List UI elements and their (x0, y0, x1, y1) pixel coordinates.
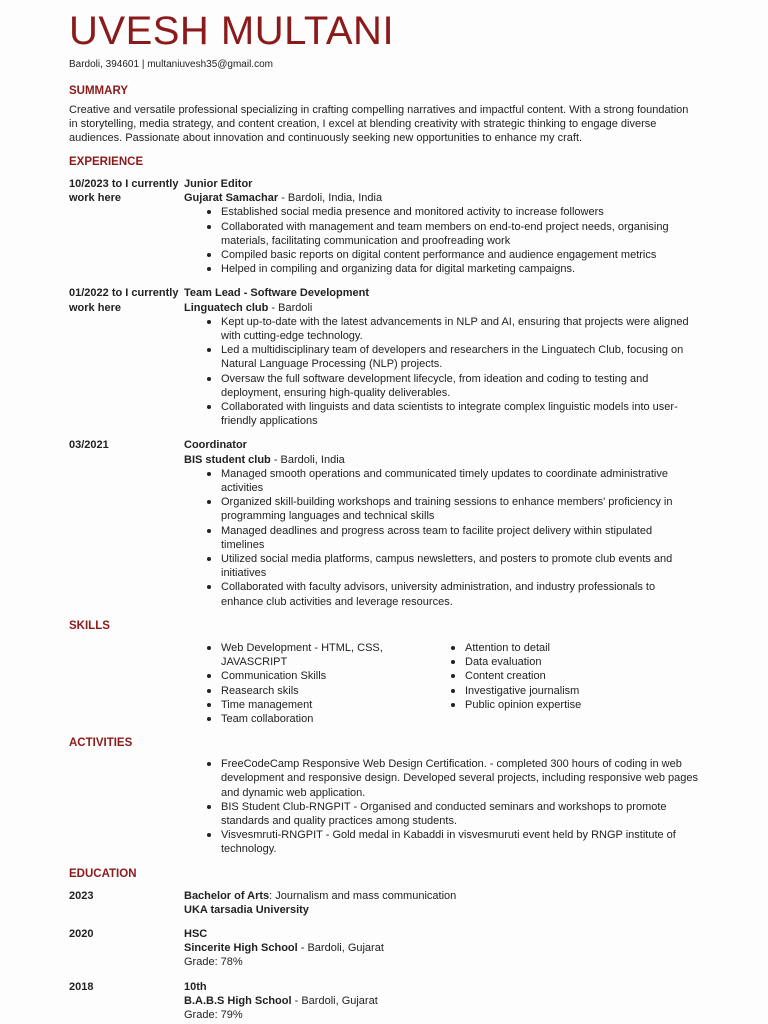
employer-location: - Bardoli, India (270, 453, 345, 466)
experience-bullet: Established social media presence and monitored activity to increase followers (221, 205, 698, 219)
summary-text: Creative and versatile professional specializing in crafting compelling narratives and impactful content. With a strong foundation in storytelling, media strategy, and content creation, I excel at blending creativity with strategic thinking to engage diverse audiences. Passionate about innovation and continuously seeking new opportunities to enhance my craft. (69, 104, 689, 144)
skills-heading: SKILLS (69, 619, 110, 632)
experience-bullet: Managed smooth operations and communicated timely updates to coordinate administrative activities (221, 467, 698, 495)
experience-bullet: Oversaw the full software development lifecycle, from ideation and coding to testing and deployment, ensuring high-quality deliverables. (221, 372, 698, 400)
grade: Grade: 78% (184, 956, 243, 969)
employer-line (184, 453, 698, 467)
experience-bullet: Compiled basic reports on digital content performance and audience engagement metrics (221, 248, 698, 262)
candidate-name: UVESH MULTANI (69, 9, 395, 53)
experience-bullet: Utilized social media platforms, campus newsletters, and posters to promote club events and initiatives (221, 552, 698, 580)
skill-item: Data evaluation (465, 655, 698, 669)
school-name: Sincerite High School (184, 942, 298, 955)
employer-location: - Bardoli (268, 301, 313, 314)
activities-heading: ACTIVITIES (69, 737, 133, 750)
experience-bullet: Organized skill-building workshops and training sessions to enhance members' proficiency in programming languages and technical skills (221, 495, 698, 523)
experience-heading: EXPERIENCE (69, 156, 144, 168)
experience-bullets (184, 315, 698, 429)
school-name: B.A.B.S High School (184, 994, 292, 1007)
education-section (69, 867, 698, 1023)
skills-column-left (184, 641, 441, 726)
skill-item: Investigative journalism (465, 684, 698, 698)
experience-entry (69, 438, 698, 608)
employer-name: BIS student club (184, 453, 271, 466)
job-title: Coordinator (184, 439, 247, 452)
experience-bullet: Led a multidisciplinary team of developers and researchers in the Linguatech Club, focusing on Natural Language Processing (NLP) projects. (221, 343, 698, 371)
education-body (184, 927, 384, 970)
skill-item: Communication Skills (221, 669, 441, 683)
employer-line (184, 191, 698, 205)
experience-bullet: Helped in compiling and organizing data for digital marketing campaigns. (221, 262, 698, 276)
summary-heading: SUMMARY (69, 85, 128, 97)
school-line (184, 903, 456, 917)
activities-bullets (184, 757, 698, 856)
skill-item: Public opinion expertise (465, 698, 698, 712)
experience-bullet: Collaborated with faculty advisors, university administration, and industry professionals to enhance club activities and leverage resources. (221, 580, 698, 608)
experience-date: 03/2021 (69, 439, 109, 452)
experience-body (184, 177, 698, 276)
degree-name: 10th (184, 980, 207, 993)
education-year: 2023 (69, 889, 94, 902)
skills-list-left (184, 641, 441, 726)
experience-body (184, 286, 698, 428)
skill-item: Content creation (465, 669, 698, 683)
skill-item: Web Development - HTML, CSS, JAVASCRIPT (221, 641, 441, 669)
activity-item: Visvesmruti-RNGPIT - Gold medal in Kabaddi in visvesmuruti event held by RNGP institute of technology. (221, 828, 698, 856)
school-location: - Bardoli, Gujarat (297, 942, 384, 955)
skills-list-right (441, 641, 698, 712)
employer-name: Gujarat Samachar (184, 192, 279, 205)
experience-bullet: Managed deadlines and progress across team to facilite project delivery within stipulated timelines (221, 524, 698, 552)
experience-bullet: Collaborated with management and team members on end-to-end project needs, organising materials, facilitating communication and proofreading work (221, 220, 698, 248)
degree-line (184, 927, 384, 941)
school-line (184, 994, 378, 1008)
skill-item: Time management (221, 698, 441, 712)
experience-entry (69, 286, 698, 428)
job-title: Team Lead - Software Development (184, 287, 370, 300)
contact-info: Bardoli, 394601 | multaniuvesh35@gmail.com (69, 59, 273, 70)
school-line (184, 941, 384, 955)
degree-line (184, 980, 378, 994)
experience-entry (69, 177, 698, 276)
experience-bullet: Collaborated with linguists and data scientists to integrate complex linguistic models into user-friendly applications (221, 400, 698, 428)
experience-date: 01/2022 to I currently work here (69, 287, 179, 314)
experience-bullet: Kept up-to-date with the latest advancements in NLP and AI, ensuring that projects were aligned with cutting-edge technology. (221, 315, 698, 343)
employer-line (184, 301, 698, 315)
degree-name: Bachelor of Arts (184, 889, 270, 902)
education-entry (69, 927, 698, 970)
job-title: Junior Editor (184, 178, 253, 190)
experience-section (69, 155, 698, 609)
education-list (69, 889, 698, 1023)
skills-section (69, 619, 698, 726)
employer-location: - Bardoli, India, India (278, 192, 383, 205)
school-name: UKA tarsadia University (184, 903, 309, 916)
education-body (184, 889, 456, 917)
experience-list (69, 177, 698, 609)
experience-date: 10/2023 to I currently work here (69, 178, 179, 205)
experience-bullets (184, 467, 698, 609)
activity-item: FreeCodeCamp Responsive Web Design Certification. - completed 300 hours of coding in web development and responsive design. Developed several projects, including responsive web pages and dynamic web application. (221, 758, 698, 799)
activities-section (69, 736, 698, 856)
education-heading: EDUCATION (69, 867, 137, 880)
degree-name: HSC (184, 927, 208, 940)
skills-column-right (441, 641, 698, 726)
skill-item: Team collaboration (221, 712, 441, 726)
activities-list (69, 757, 698, 856)
education-year: 2020 (69, 927, 94, 940)
grade: Grade: 79% (184, 1008, 243, 1021)
degree-line (184, 889, 456, 903)
skill-item: Attention to detail (465, 641, 698, 655)
summary-section (69, 84, 698, 145)
experience-bullets (184, 205, 698, 276)
activity-item: BIS Student Club-RNGPIT - Organised and conducted seminars and workshops to promote standards and quality practices among students. (221, 800, 698, 828)
education-entry (69, 889, 698, 917)
education-entry (69, 980, 698, 1023)
experience-body (184, 438, 698, 608)
skill-item: Reasearch skils (221, 684, 441, 698)
education-body (184, 980, 378, 1023)
employer-name: Linguatech club (184, 301, 269, 314)
skills-grid (69, 641, 698, 726)
education-year: 2018 (69, 980, 94, 993)
degree-field: : Journalism and mass communication (269, 889, 457, 902)
school-location: - Bardoli, Gujarat (291, 994, 378, 1007)
